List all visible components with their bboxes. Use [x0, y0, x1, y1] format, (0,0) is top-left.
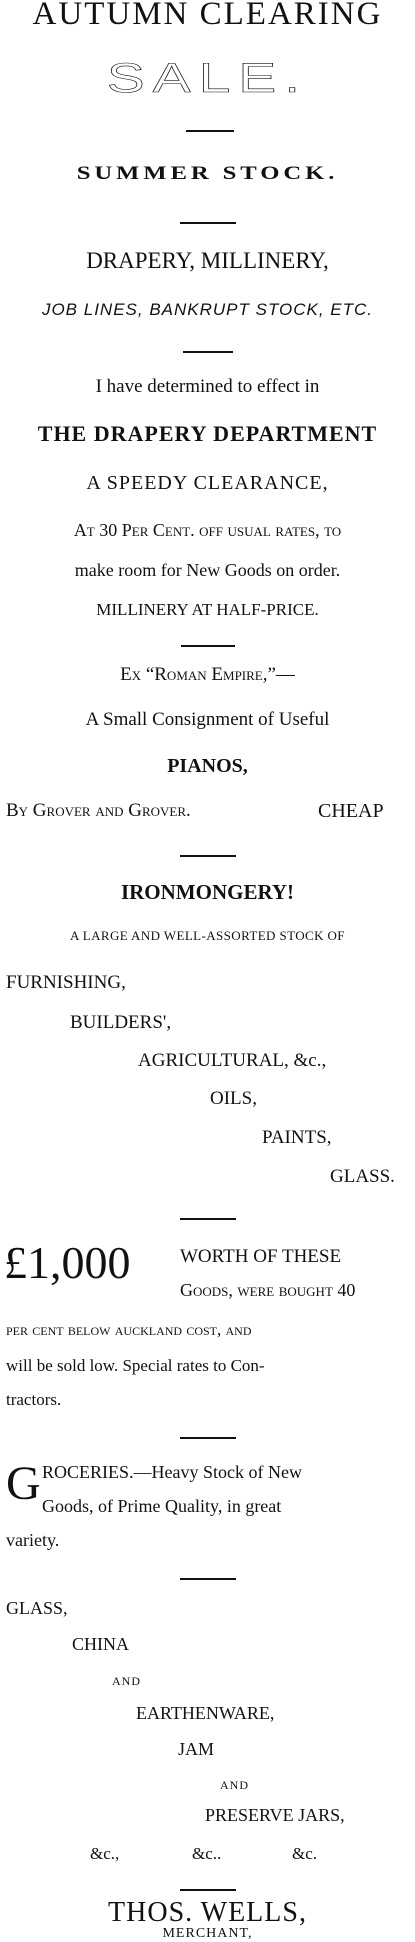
drapery-millinery-line: DRAPERY, MILLINERY,: [86, 248, 329, 273]
divider: [181, 645, 235, 647]
item-glass: GLASS.: [330, 1166, 395, 1187]
glass-item-preserve-jars: PRESERVE JARS,: [205, 1805, 345, 1825]
item-paints: PAINTS,: [262, 1127, 332, 1148]
auckland-cost-line: per cent below auckland cost, and: [6, 1320, 252, 1339]
amount-1000: £1,000: [4, 1237, 131, 1288]
ironmongery-heading: IRONMONGERY!: [120, 880, 295, 904]
divider: [180, 1889, 236, 1891]
divider: [180, 222, 236, 224]
item-builders: BUILDERS',: [70, 1012, 172, 1033]
groceries-line2: Goods, of Prime Quality, in great: [42, 1496, 282, 1516]
job-lines-line: JOB LINES, BANKRUPT STOCK, ETC.: [41, 300, 374, 319]
headline-autumn-clearing: AUTUMN CLEARING: [32, 0, 383, 32]
glass-item-and-2: AND: [220, 1778, 249, 1792]
roman-empire-line: Ex “Roman Empire,”—: [120, 664, 295, 685]
headline-sale: SALE.: [106, 54, 309, 101]
etc-2: &c..: [192, 1844, 222, 1863]
divider: [186, 130, 234, 132]
divider: [180, 855, 236, 857]
footer-name: THOS. WELLS,: [108, 1897, 307, 1928]
make-room-line: make room for New Goods on order.: [74, 560, 341, 580]
divider: [180, 1437, 236, 1439]
glass-item-earthenware: EARTHENWARE,: [136, 1703, 275, 1723]
drapery-department-line: THE DRAPERY DEPARTMENT: [37, 421, 378, 446]
divider: [180, 1218, 236, 1220]
groceries-initial: G: [6, 1457, 41, 1510]
sold-low-line: will be sold low. Special rates to Con-: [6, 1356, 265, 1375]
groceries-line1: ROCERIES.—Heavy Stock of New: [42, 1462, 302, 1482]
etc-1: &c.,: [90, 1844, 120, 1863]
millinery-half-price-line: MILLINERY AT HALF-PRICE.: [96, 600, 319, 619]
glass-item-china: CHINA: [72, 1634, 129, 1654]
goods-bought-line: Goods, were bought 40: [180, 1280, 356, 1300]
divider: [180, 1578, 236, 1580]
large-stock-line: A LARGE AND WELL-ASSORTED STOCK OF: [70, 928, 345, 943]
groceries-line3: variety.: [6, 1530, 60, 1550]
footer-title: MERCHANT,: [162, 1926, 253, 1941]
headline-summer-stock: SUMMER STOCK.: [76, 163, 339, 184]
pianos-line: PIANOS,: [167, 755, 248, 777]
item-oils: OILS,: [210, 1088, 257, 1109]
divider: [183, 351, 233, 353]
etc-3: &c.: [292, 1844, 318, 1863]
determined-line: I have determined to effect in: [95, 376, 320, 397]
speedy-clearance-line: A SPEEDY CLEARANCE,: [86, 472, 329, 494]
contractors-line: tractors.: [6, 1390, 62, 1409]
item-furnishing: FURNISHING,: [6, 972, 126, 993]
worth-line: WORTH OF THESE: [180, 1246, 342, 1267]
item-agricultural: AGRICULTURAL, &c.,: [138, 1050, 327, 1071]
glass-item-glass: GLASS,: [6, 1598, 68, 1618]
glass-item-and: AND: [112, 1674, 141, 1688]
cheap-label: CHEAP: [318, 800, 384, 822]
glass-item-jam: JAM: [178, 1739, 215, 1759]
by-grover-line: By Grover and Grover.: [6, 800, 191, 821]
thirty-per-cent-line: At 30 Per Cent. off usual rates, to: [73, 520, 342, 540]
small-consignment-line: A Small Consignment of Useful: [85, 709, 330, 730]
